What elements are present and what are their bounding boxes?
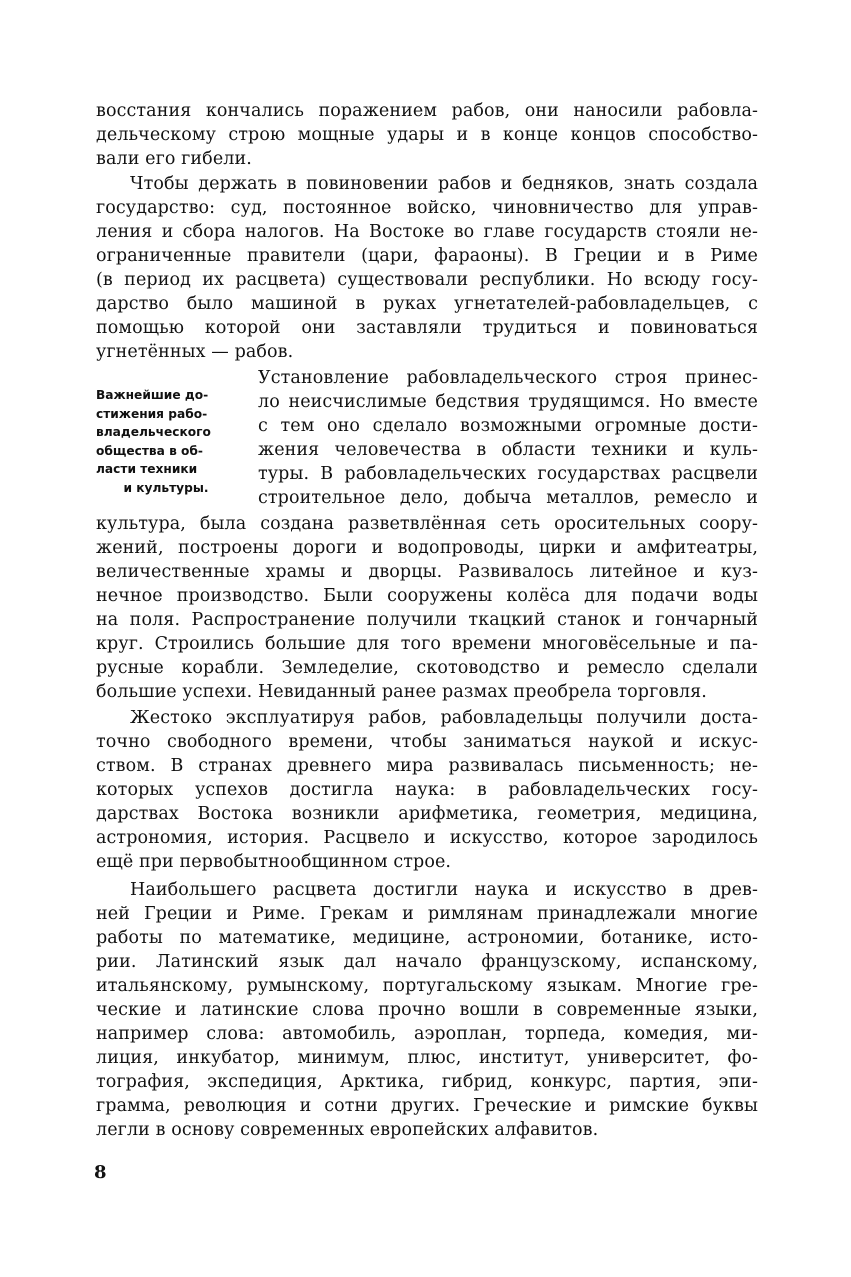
text-line: Установление рабовладельческого строя принес-	[258, 368, 758, 388]
text-line: ней Греции и Риме. Грекам и римлянам принадлежали многие	[96, 904, 758, 924]
text-line: дарствах Востока возникли арифметика, геометрия, медицина,	[96, 804, 758, 824]
text-line: угнетённых — рабов.	[96, 342, 294, 362]
text-line: ограниченные правители (цари, фараоны). В Греции и в Риме	[96, 246, 758, 266]
text-line: ло неисчислимые бедствия трудящимся. Но вместе	[258, 392, 758, 412]
text-line: тография, экспедиция, Арктика, гибрид, конкурс, партия, эпи-	[96, 1072, 758, 1092]
margin-note	[96, 386, 236, 498]
text-line: нечное производство. Были сооружены колёса для подачи воды	[96, 586, 758, 606]
text-line: которых успехов достигла наука: в рабовладельческих госу-	[96, 780, 758, 800]
margin-note-line: Важнейшие до-	[96, 388, 209, 402]
text-line: Жестоко эксплуатируя рабов, рабовладельцы получили доста-	[130, 708, 758, 728]
text-line: рии. Латинский язык дал начало французскому, испанскому,	[96, 952, 758, 972]
margin-note-line: стижения рабо-	[96, 406, 208, 421]
margin-note-line: владельческого	[96, 425, 211, 440]
text-line: русные корабли. Земледелие, скотоводство и ремесло сделали	[96, 658, 758, 678]
margin-note-line: ласти техники	[96, 462, 198, 477]
text-line: государство: суд, постоянное войско, чиновничество для управ-	[96, 198, 758, 218]
text-line: лиция, инкубатор, минимум, плюс, институт, университет, фо-	[96, 1048, 758, 1068]
text-line: грамма, революция и сотни других. Греческие и римские буквы	[96, 1096, 758, 1116]
text-line: дарство было машиной в руках угнетателей-рабовладельцев, с	[96, 294, 758, 314]
text-line: Наибольшего расцвета достигли наука и искусство в древ-	[130, 880, 758, 900]
text-line: ческие и латинские слова прочно вошли в современные языки,	[96, 1000, 758, 1020]
text-line: итальянскому, румынскому, португальскому языкам. Многие гре-	[96, 976, 758, 996]
text-line: работы по математике, медицине, астрономии, ботанике, исто-	[96, 928, 758, 948]
text-line: астрономия, история. Расцвело и искусство, которое зародилось	[96, 828, 758, 848]
text-line: например слова: автомобиль, аэроплан, торпеда, комедия, ми-	[96, 1024, 758, 1044]
text-line: вали его гибели.	[96, 149, 252, 169]
text-line: туры. В рабовладельческих государствах расцвели	[258, 464, 758, 484]
text-line: жений, построены дороги и водопроводы, цирки и амфитеатры,	[96, 538, 758, 558]
text-line: ством. В странах древнего мира развивалась письменность; не-	[96, 756, 758, 776]
text-line: на поля. Распространение получили ткацкий станок и гончарный	[96, 610, 758, 630]
margin-note-line: общества в об-	[96, 443, 203, 458]
text-line: легли в основу современных европейских алфавитов.	[96, 1120, 599, 1140]
page-number: 8	[94, 1162, 107, 1183]
text-line: Чтобы держать в повиновении рабов и бедняков, знать создала	[130, 174, 758, 194]
text-line: круг. Строились большие для того времени многовёсельные и па-	[96, 634, 758, 654]
text-line: ещё при первобытнообщинном строе.	[96, 852, 452, 872]
text-line: величественные храмы и дворцы. Развивалось литейное и куз-	[96, 562, 758, 582]
text-line: восстания кончались поражением рабов, они наносили рабовла-	[96, 101, 758, 121]
text-line: большие успехи. Невиданный ранее размах преобрела торговля.	[96, 682, 707, 702]
margin-note-line: и культуры.	[123, 480, 209, 495]
text-line: дельческому строю мощные удары и в конце концов способство-	[96, 125, 758, 145]
text-line: с тем оно сделало возможными огромные дости-	[258, 416, 758, 436]
text-line: помощью которой они заставляли трудиться и повиноваться	[96, 318, 758, 338]
text-line: жения человечества в области техники и куль-	[258, 440, 758, 460]
text-line: культура, была создана разветвлённая сеть оросительных соору-	[96, 514, 758, 534]
text-line: (в период их расцвета) существовали республики. Но всюду госу-	[96, 270, 758, 290]
text-line: ления и сбора налогов. На Востоке во главе государств стояли не-	[96, 222, 758, 242]
text-line: точно свободного времени, чтобы заниматься наукой и искус-	[96, 732, 758, 752]
text-line: строительное дело, добыча металлов, ремесло и	[258, 488, 758, 508]
